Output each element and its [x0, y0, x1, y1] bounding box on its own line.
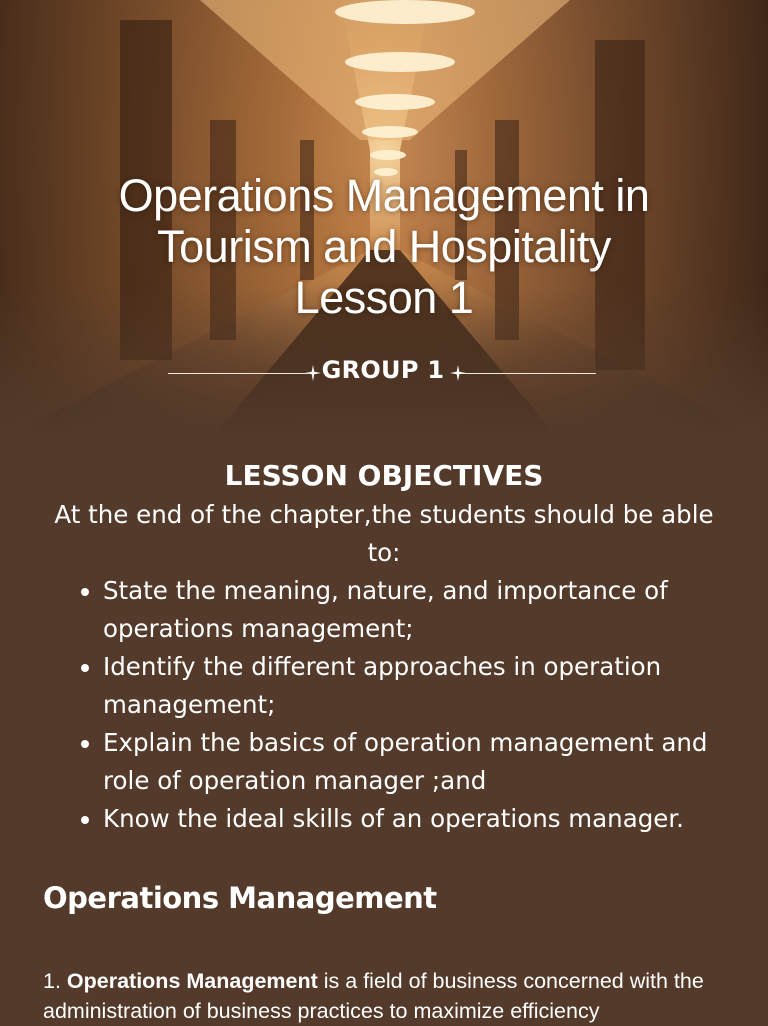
- group-label-row: [168, 352, 598, 388]
- list-item: State the meaning, nature, and importance of operations management;: [103, 572, 723, 648]
- divider-right: [460, 373, 596, 374]
- definition-term: Operations Management: [66, 969, 318, 993]
- list-item: Know the ideal skills of an operations manager.: [103, 800, 723, 838]
- list-item: Identify the different approaches in operation management;: [103, 648, 723, 724]
- definition-paragraph: [43, 966, 743, 1026]
- group-label: GROUP 1: [321, 356, 445, 384]
- section-heading: Operations Management: [43, 881, 437, 915]
- lesson-objectives: [0, 456, 768, 838]
- page-title: [0, 170, 768, 323]
- objectives-intro: At the end of the chapter,the students should be able to:: [54, 500, 714, 567]
- definition-number: 1.: [43, 969, 67, 993]
- objectives-list: [0, 572, 723, 838]
- objectives-heading: LESSON OBJECTIVES: [224, 459, 544, 492]
- title-line-3: Lesson 1: [294, 272, 474, 323]
- title-line-1: Operations Management in: [118, 170, 650, 221]
- title-line-2: Tourism and Hospitality: [157, 221, 611, 272]
- list-item: Explain the basics of operation management and role of operation manager ;and: [103, 724, 723, 800]
- definition-text: is a field of business concerned with the administration of business practices to maximize efficiency: [43, 969, 704, 1023]
